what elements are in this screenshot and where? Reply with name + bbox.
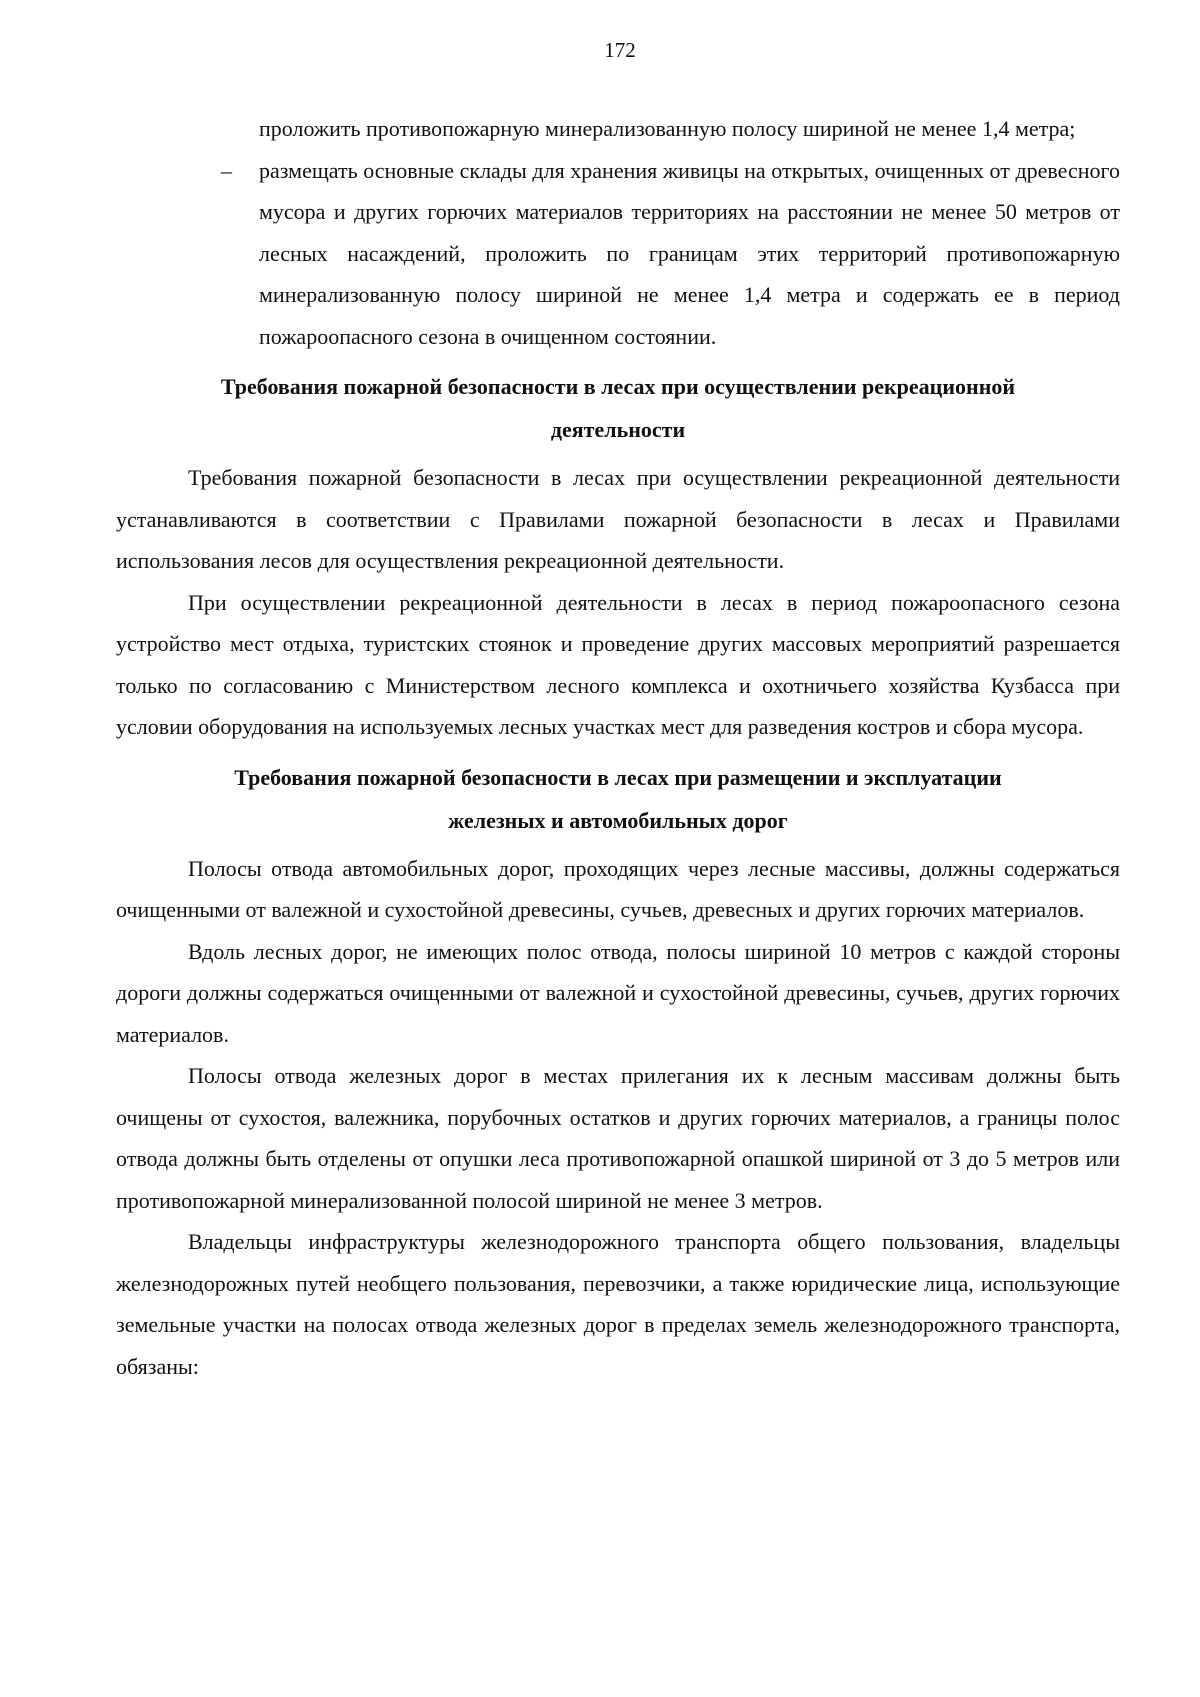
bullet-text: размещать основные склады для хранения живицы на открытых, очищенных от древесного мусора и других горючих материалов территориях на расстоянии не менее 50 метров от лесных насаждений, проложить по границам этих территорий противопожарную минерализованную полосу шириной не менее 1,4 метра и содержать ее в период пожароопасного сезона в очищенном состоянии. (259, 157, 1120, 349)
heading-line: деятельности (550, 417, 686, 442)
paragraph: Вдоль лесных дорог, не имеющих полос отвода, полосы шириной 10 метров с каждой стороны дороги должны содержаться очищенными от валежной и сухостойной древесины, сучьев, других горючих материалов. (116, 938, 1120, 1047)
section-heading-recreation (116, 365, 1120, 451)
heading-line: Требования пожарной безопасности в лесах при размещении и эксплуатации (234, 764, 1002, 790)
document-body (116, 108, 1120, 1387)
bullet-marker: – (221, 157, 232, 183)
section-heading-roads (116, 756, 1120, 842)
bullet-item (116, 150, 1120, 358)
paragraph: При осуществлении рекреационной деятельности в лесах в период пожароопасного сезона устройство мест отдыха, туристских стоянок и проведение других массовых мероприятий разрешается только по согласованию с Министерством лесного комплекса и охотничьего хозяйства Кузбасса при условии оборудования на используемых лесных участках мест для разведения костров и сбора мусора. (116, 589, 1120, 739)
paragraph: Полосы отвода железных дорог в местах прилегания их к лесным массивам должны быть очищены от сухостоя, валежника, порубочных остатков и других горючих материалов, а границы полос отвода должны быть отделены от опушки леса противопожарной опашкой шириной от 3 до 5 метров или противопожарной минерализованной полосой шириной не менее 3 метров. (116, 1063, 1120, 1213)
continued-list-text: проложить противопожарную минерализованную полосу шириной не менее 1,4 метра; (259, 116, 1076, 141)
heading-line: железных и автомобильных дорог (448, 807, 788, 833)
paragraph: Требования пожарной безопасности в лесах при осуществлении рекреационной деятельности устанавливаются в соответствии с Правилами пожарной безопасности в лесах и Правилами использования лесов для осуществления рекреационной деятельности. (116, 465, 1120, 573)
heading-line: Требования пожарной безопасности в лесах при осуществлении рекреационной (220, 374, 1016, 399)
page-number: 172 (604, 38, 636, 62)
paragraph: Владельцы инфраструктуры железнодорожного транспорта общего пользования, владельцы железнодорожных путей необщего пользования, перевозчики, а также юридические лица, использующие земельные участки на полосах отвода железных дорог в пределах земель железнодорожного транспорта, обязаны: (116, 1229, 1120, 1379)
paragraph: Полосы отвода автомобильных дорог, проходящих через лесные массивы, должны содержаться очищенными от валежной и сухостойной древесины, сучьев, древесных и других горючих материалов. (116, 855, 1120, 922)
